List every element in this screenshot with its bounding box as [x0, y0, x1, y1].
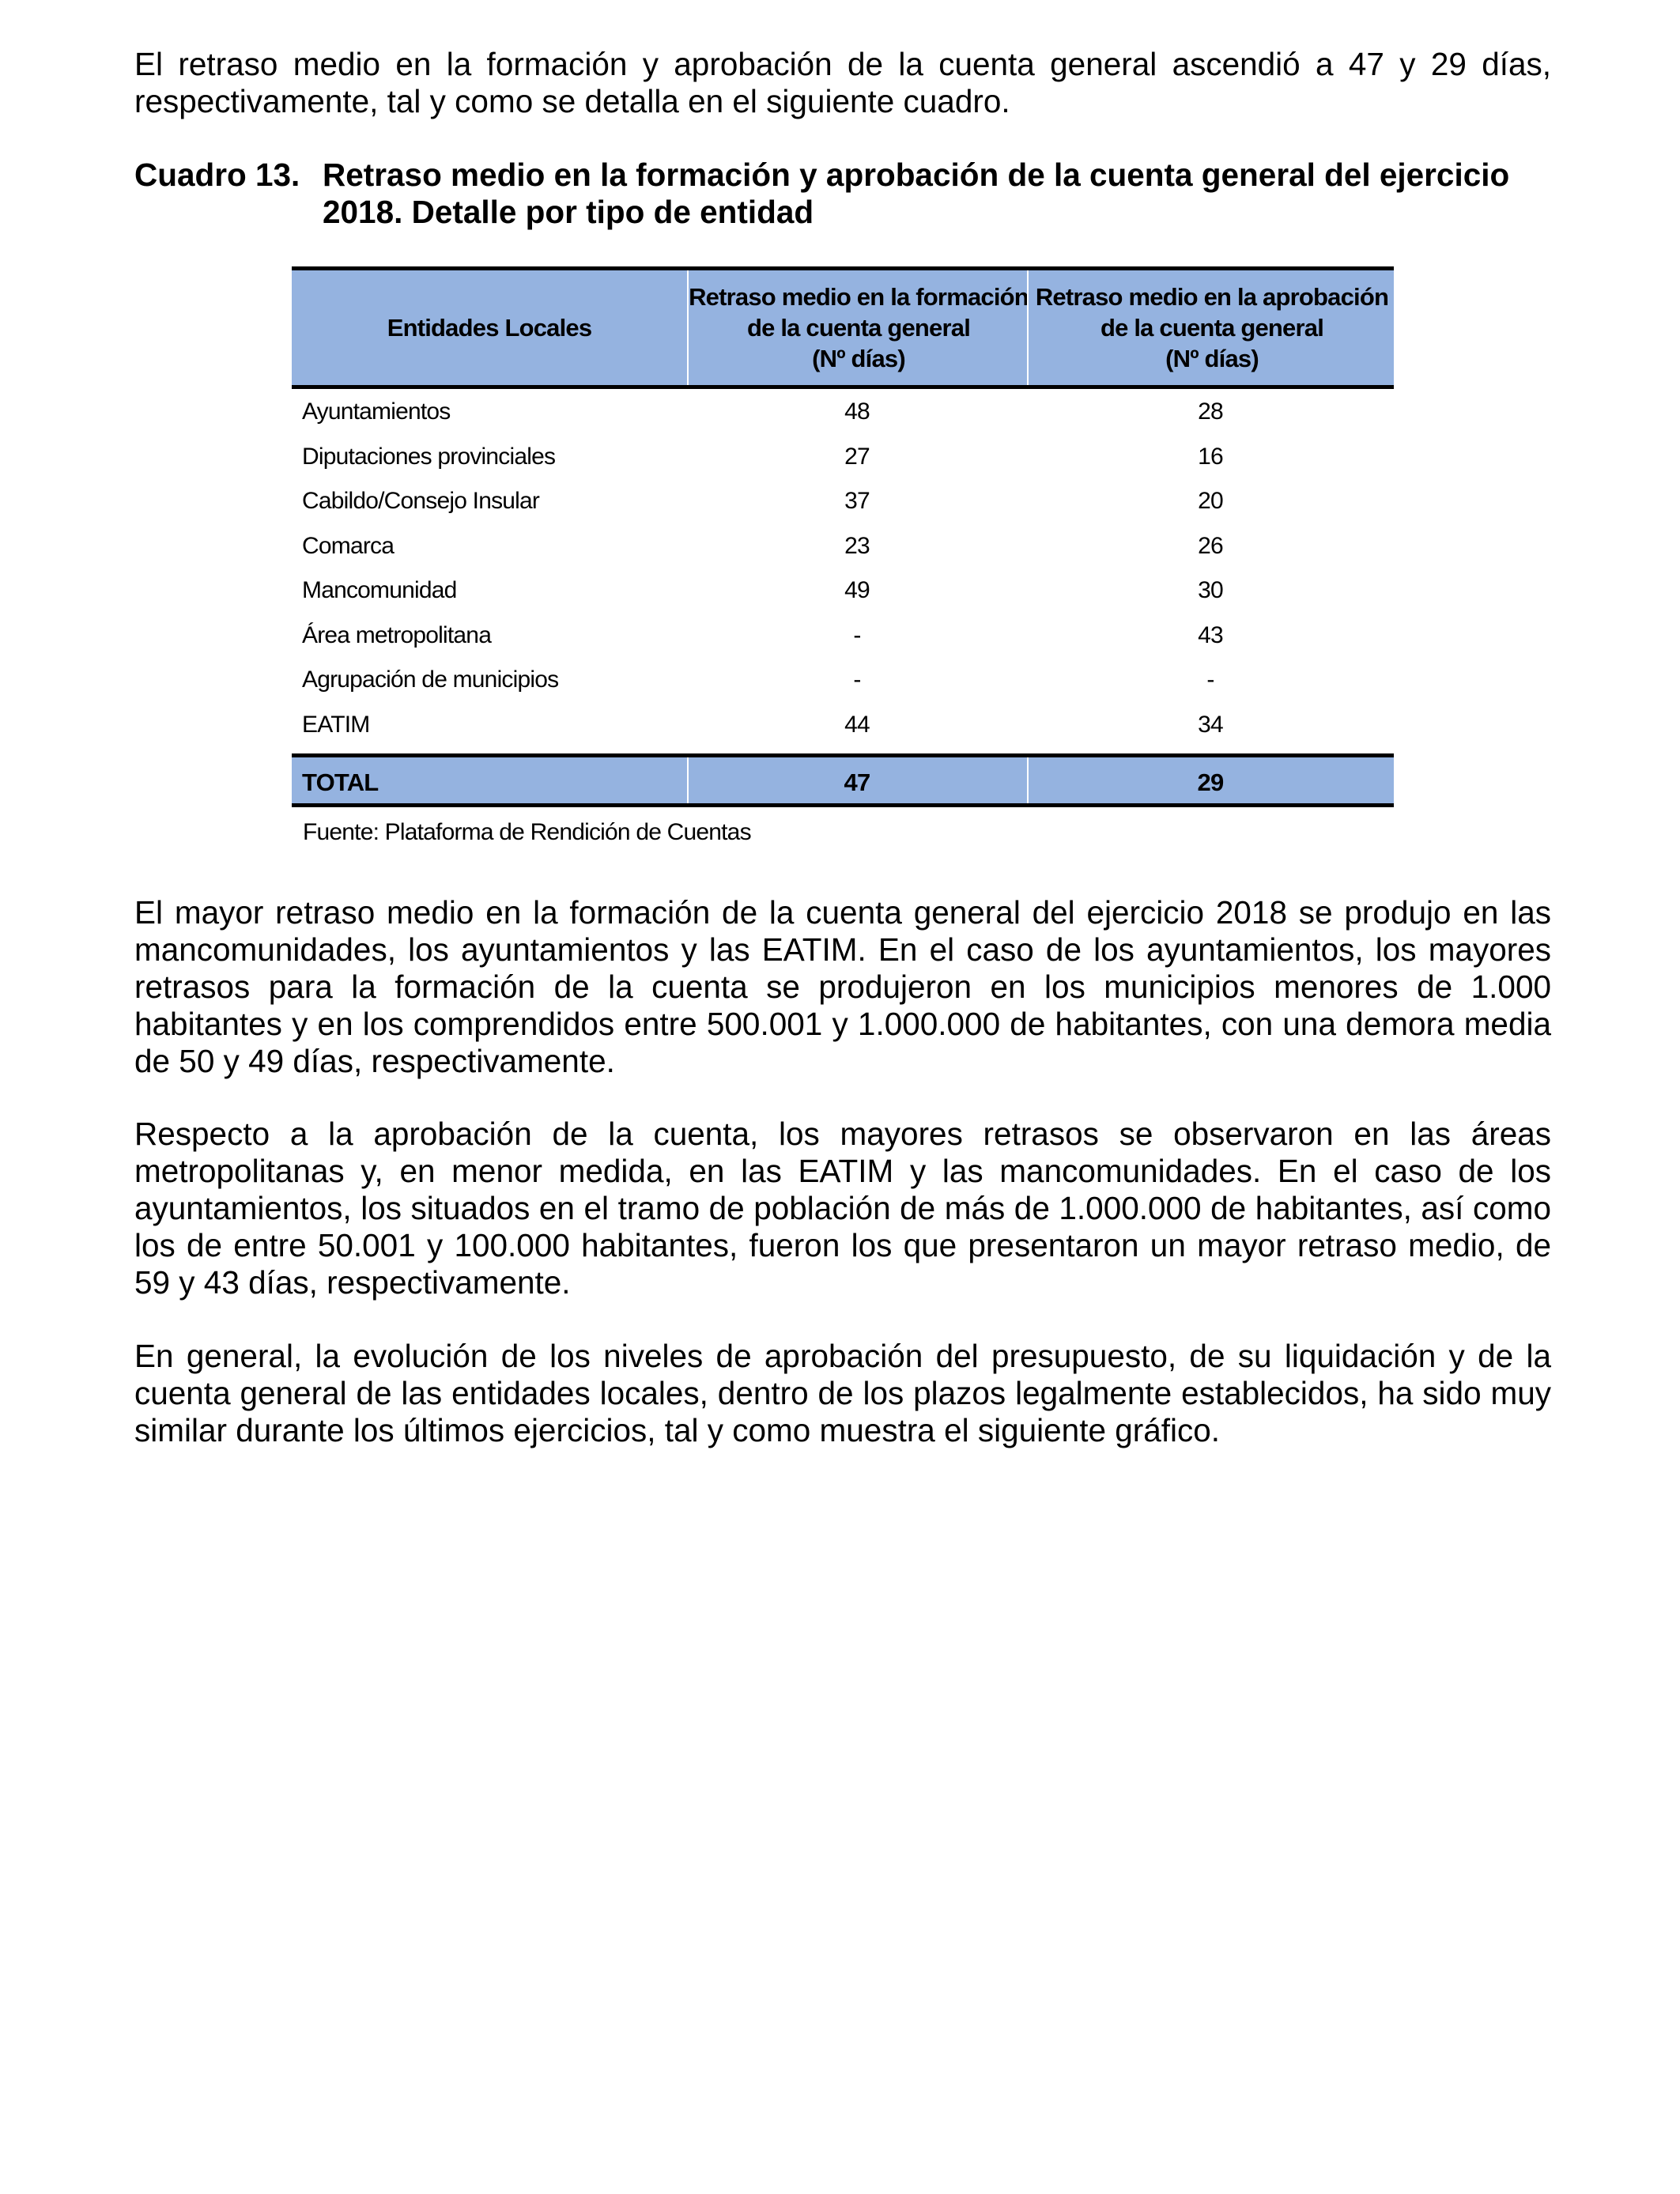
row-entity: Comarca [302, 533, 395, 559]
total-aprobacion: 29 [1197, 768, 1224, 796]
table-total-row [292, 753, 1394, 807]
row-entity: Mancomunidad [302, 577, 457, 603]
header-formacion [687, 270, 1029, 385]
row-entity: Ayuntamientos [302, 398, 451, 425]
row-formacion: 37 [844, 488, 870, 514]
body-paragraph: El mayor retraso medio en la formación de la cuenta general del ejercicio 2018 se produjo en las mancomunidades, los ayuntamientos y las EATIM. En el caso de los ayuntamientos, los mayores retrasos para la formación de la cuenta se produjeron en los municipios menores de 1.000 habitantes y en los comprendidos entre 500.001 y 1.000.000 de habitantes, con una demora media de 50 y 49 días, respectivamente. [134, 894, 1551, 1079]
row-entity: Agrupación de municipios [302, 667, 559, 693]
row-formacion: - [853, 622, 861, 648]
table-header [292, 266, 1394, 389]
row-formacion: 27 [844, 444, 870, 470]
row-entity: EATIM [302, 712, 370, 738]
table-row [292, 657, 1394, 702]
header-entidades: Entidades Locales [387, 314, 592, 342]
table-row [292, 568, 1394, 613]
total-formacion: 47 [844, 768, 870, 796]
table-row [292, 702, 1394, 747]
row-formacion: 44 [844, 712, 870, 738]
row-entity: Diputaciones provinciales [302, 444, 556, 470]
table-row [292, 613, 1394, 658]
row-aprobacion: 26 [1198, 533, 1223, 559]
body-paragraph: En general, la evolución de los niveles de aprobación del presupuesto, de su liquidación y de la cuenta general de las entidades locales, dentro de los plazos legalmente establecidos, ha sido muy similar durante los últimos ejercicios, tal y como muestra el siguiente gráfico. [134, 1338, 1551, 1448]
header-aprobacion-text: Retraso medio en la aprobación de la cuenta general (Nº días) [1035, 283, 1389, 372]
caption-title: Retraso medio en la formación y aprobación de la cuenta general del ejercicio 2018. Detalle por tipo de entidad [323, 157, 1510, 230]
table-row [292, 523, 1394, 568]
intro-paragraph: El retraso medio en la formación y aprobación de la cuenta general ascendió a 47 y 29 días, respectivamente, tal y como se detalla en el siguiente cuadro. [134, 46, 1551, 119]
table-source: Fuente: Plataforma de Rendición de Cuentas [303, 819, 751, 845]
row-entity: Cabildo/Consejo Insular [302, 488, 540, 514]
row-formacion: 23 [844, 533, 870, 559]
row-formacion: 49 [844, 577, 870, 603]
header-formacion-text: Retraso medio en la formación de la cuenta general (Nº días) [689, 283, 1029, 372]
table-row [292, 434, 1394, 479]
row-aprobacion: 30 [1198, 577, 1223, 603]
row-aprobacion: 28 [1198, 398, 1223, 425]
body-paragraph: Respecto a la aprobación de la cuenta, los mayores retrasos se observaron en las áreas metropolitanas y, en menor medida, en las EATIM y las mancomunidades. En el caso de los ayuntamientos, los situados en el tramo de población de más de 1.000.000 de habitantes, así como los de entre 50.001 y 100.000 habitantes, fueron los que presentaron un mayor retraso medio, de 59 y 43 días, respectivamente. [134, 1116, 1551, 1301]
caption-label: Cuadro 13. [134, 157, 300, 193]
row-aprobacion: 34 [1198, 712, 1223, 738]
header-aprobacion [1027, 270, 1395, 385]
row-aprobacion: 43 [1198, 622, 1223, 648]
row-aprobacion: - [1206, 667, 1214, 693]
row-aprobacion: 16 [1198, 444, 1223, 470]
row-entity: Área metropolitana [302, 622, 492, 648]
total-label: TOTAL [302, 768, 379, 796]
row-formacion: - [853, 667, 861, 693]
row-formacion: 48 [844, 398, 870, 425]
table-row [292, 389, 1394, 434]
row-aprobacion: 20 [1198, 488, 1223, 514]
table-row [292, 478, 1394, 523]
